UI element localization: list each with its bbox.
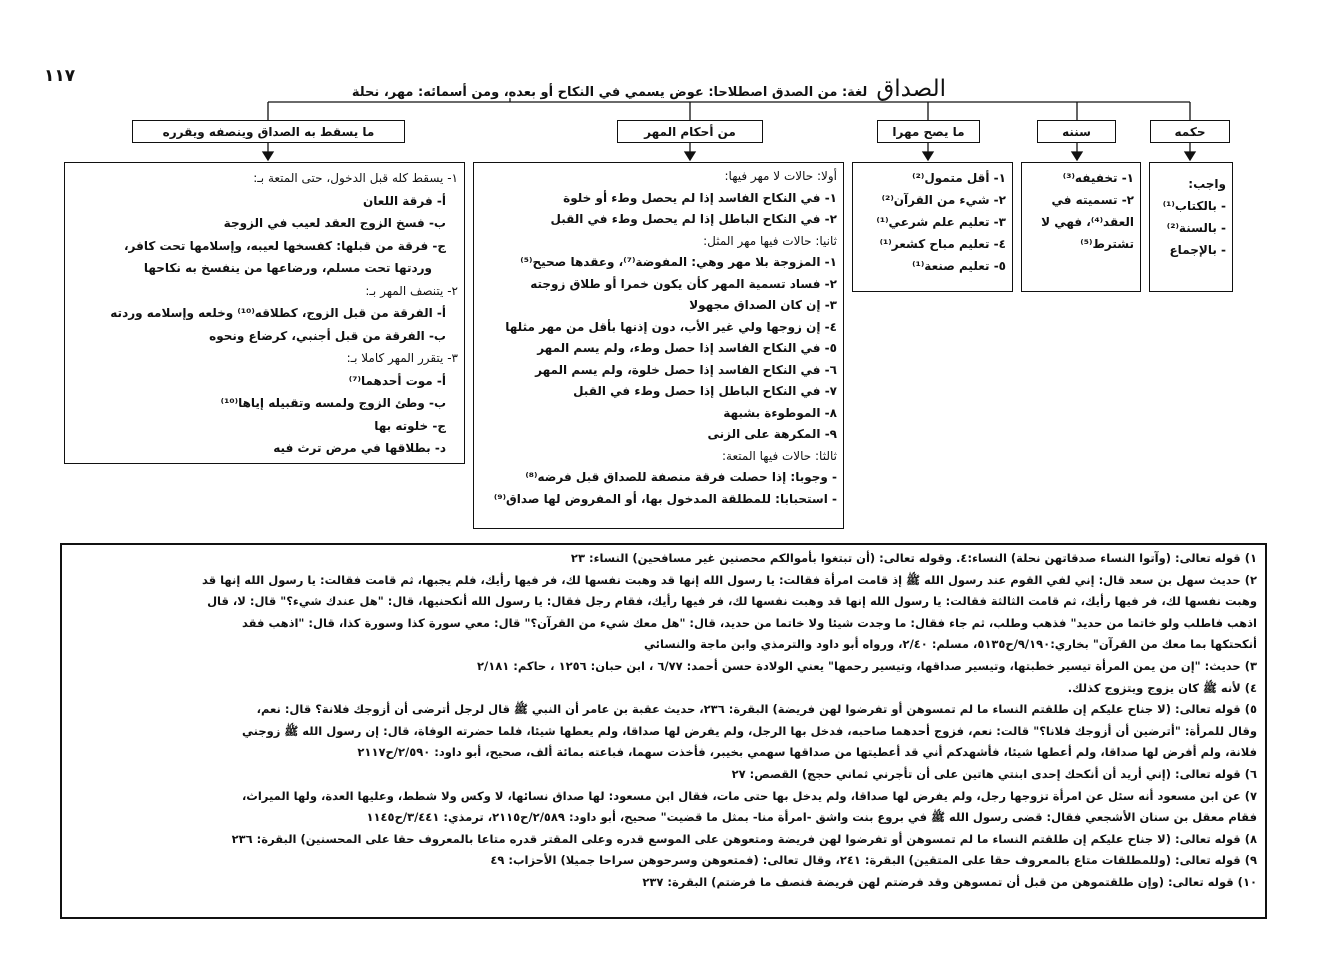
header-hukm: حكمه xyxy=(1150,120,1230,143)
yasqut-line: أ- الفرقة من قبل الزوج، كطلاقه⁽¹⁰⁾ وخلعه وإسلامه وردته xyxy=(110,306,446,320)
yasihh-line: ٢- شيء من القرآن⁽²⁾ xyxy=(881,193,1006,207)
yasihh-line: ٥- تعليم صنعة⁽¹⁾ xyxy=(912,259,1006,273)
title-definition: لغة: من الصدق اصطلاحا: عوض يسمي في النكاح أو بعده، ومن أسمائه: مهر، نحلة xyxy=(351,85,868,100)
hukm-line: - بالإجماع xyxy=(1169,243,1226,257)
ahkam-line: ١- في النكاح الفاسد إذا لم يحصل وطء أو خلوة xyxy=(563,190,837,205)
footnote-line: أنكحتكها بما معك من القرآن" بخاري:٩/١٩٠/ح٥١٣٥، مسلم: ٢/٤٠، ورواه أبو داود والترمذي وابن ماجة والنسائي xyxy=(644,637,1257,652)
yasqut-heading: ٣- يتقرر المهر كاملا بـ: xyxy=(346,351,458,365)
yasqut-line: ج- فرقة من قبلها: كفسخها لعيبه، وإسلامها تحت كافر، xyxy=(124,238,446,253)
footnote-line: ٧) عن ابن مسعود أنه سئل عن امرأة تزوجها رجل، ولم يفرض لها صداقا، ولم يدخل بها حتى مات، فقال ابن مسعود: لها صداق نسائها، لا وكس ولا شطط، وعليها العدة، ولها الميراث، xyxy=(241,788,1257,803)
ahkam-line: ٨- الموطوءة بشبهة xyxy=(723,405,837,420)
footnote-line: وهبت نفسها لك، فر فيها رأيك، ثم قامت الثالثة فقالت: يا رسول الله إنها قد وهبت نفسها لك، فر فيها رأيك، فقام رجل فقال: يا رسول الله أنكحنيها، قال: "هل عندك شيء؟" قال: لا، قال xyxy=(207,594,1257,609)
yasihh-box xyxy=(852,162,1013,292)
footnote-line: ٥) قوله تعالى: (لا جناح عليكم إن طلقتم النساء ما لم تمسوهن أو تفرضوا لهن فريضة) البقرة: ٢٣٦، حديث عقبة بن عامر أن النبي ﷺ قال لرجل أترضى أن أزوجك فلانة؟ قال: نعم، xyxy=(256,702,1257,717)
ahkam-line: ٦- في النكاح الفاسد إذا حصل خلوة، ولم يسم المهر xyxy=(535,362,837,377)
sunan-line: ٢- تسميته في xyxy=(1051,193,1134,207)
yasihh-line: ٤- تعليم مباح كشعر⁽¹⁾ xyxy=(879,237,1006,251)
header-yasqut: ما يسقط به الصداق وينصفه ويقرره xyxy=(132,120,405,143)
footnote-line: ٢) حديث سهل بن سعد قال: إني لفي القوم عند رسول الله ﷺ إذ قامت امرأة فقالت: يا رسول الله إنها قد وهبت نفسها لك، فر فيها رأيك، فلم يجبها، ثم قامت فقالت: يا رسول الله إنها قد xyxy=(201,572,1257,587)
footnote-line: ٨) قوله تعالى: (لا جناح عليكم إن طلقتم النساء ما لم تمسوهن أو تفرضوا لهن فريضة ومتعوهن على الموسع قدره وعلى المقتر قدره متاعا بالمعروف حقا على المحسنين) البقرة: ٢٣٦ xyxy=(231,831,1257,846)
sunan-box xyxy=(1021,162,1141,292)
yasqut-line: ب- وطئ الزوج ولمسه وتقبيله إياها⁽¹⁰⁾ xyxy=(220,396,446,410)
ahkam-line: - استحبابا: للمطلقة المدخول بها، أو المفروض لها صداق⁽⁹⁾ xyxy=(493,491,837,506)
ahkam-line: ١- المزوجة بلا مهر وهي: المفوضة⁽⁷⁾، وعقدها صحيح⁽⁵⁾ xyxy=(520,255,837,269)
yasqut-box xyxy=(64,162,465,464)
yasqut-line: وردتها تحت مسلم، ورضاعها من ينفسخ به نكاحها xyxy=(143,261,432,275)
ahkam-line: ٧- في النكاح الباطل إذا حصل وطء في القبل xyxy=(573,384,837,398)
header-yasihh: ما يصح مهرا xyxy=(877,120,980,143)
ahkam-line: ٩- المكرهة على الزنى xyxy=(707,427,837,441)
footnote-line: وقال للمرأة: "أترضين أن أزوجك فلانا؟" قالت: نعم، فزوج أحدهما صاحبه، فدخل بها الرجل، ولم يفرض لها صداقا، ولم يعطها شيئا، فلما حضرته الوفاة، قال: إن رسول الله ﷺ زوجني xyxy=(242,723,1257,738)
hukm-box xyxy=(1149,162,1233,292)
title-main: الصداق xyxy=(876,76,946,102)
sunan-line: تشترط⁽⁵⁾ xyxy=(1080,237,1134,251)
ahkam-heading: ثانيا: حالات فيها مهر المثل: xyxy=(703,233,837,248)
yasqut-line: أ- موت أحدهما⁽⁷⁾ xyxy=(348,373,446,388)
footnote-line: ٩) قوله تعالى: (وللمطلقات متاع بالمعروف حقا على المتقين) البقرة: ٢٤١، وقال تعالى: (فمتعوهن وسرحوهن سراحا جميلا) الأحزاب: ٤٩ xyxy=(490,853,1257,868)
yasqut-line: د- بطلاقها في مرض ترث فيه xyxy=(273,441,446,455)
yasqut-heading: ١- يسقط كله قبل الدخول، حتى المتعة بـ: xyxy=(253,171,458,185)
footnote-line: ٣) حديث: "إن من يمن المرأة تيسير خطبتها، وتيسير صداقها، وتيسير رحمها" يعني الولادة حسن أحمد: ٦/٧٧ ، ابن حبان: ١٢٥٦ ، حاكم: ٢/١٨١ xyxy=(476,658,1257,673)
footnote-line: فلانة، ولم أفرض لها صداقا، ولم أعطها شيئا، فأشهدكم أني قد أعطيتها من صداقها سهمي بخيبر، فأخذت سهما، فباعته بمائة ألف، صحيح، أبو داود: ٢/٥٩٠/ح٢١١٧ xyxy=(357,745,1257,760)
footnote-line: ٦) قوله تعالى: (إني أريد أن أنكحك إحدى ابنتي هاتين على أن تأجرني ثماني حجج) القصص: ٢٧ xyxy=(731,766,1257,781)
footnotes-box xyxy=(60,543,1267,919)
ahkam-heading: أولا: حالات لا مهر فيها: xyxy=(724,169,837,183)
hukm-line: واجب: xyxy=(1188,177,1226,191)
ahkam-line: ٢- فساد تسمية المهر كأن يكون خمرا أو طلاق زوجته xyxy=(530,276,837,291)
footnote-line: ١٠) قوله تعالى: (وإن طلقتموهن من قبل أن تمسوهن وقد فرضتم لهن فريضة فنصف ما فرضتم) البقرة: ٢٣٧ xyxy=(642,874,1257,889)
page-number: ١١٧ xyxy=(44,66,76,86)
yasqut-line: ب- فسخ الزوج العقد لعيب في الزوجة xyxy=(223,216,446,230)
ahkam-line: ٤- إن زوجها ولي غير الأب، دون إذنها بأقل من مهر مثلها xyxy=(505,319,837,334)
ahkam-heading: ثالثا: حالات فيها المتعة: xyxy=(722,448,837,463)
yasqut-line: ب- الفرقة من قبل أجنبي، كرضاع ونحوه xyxy=(209,328,446,343)
yasihh-line: ٣- تعليم علم شرعي⁽¹⁾ xyxy=(876,215,1006,229)
footnote-line: اذهب فاطلب ولو خاتما من حديد" فذهب وطلب، ثم جاء فقال: ما وجدت شيئا ولا خاتما من حديد، قال: "هل معك شيء من القرآن؟" قال: معي سورة كذا وسورة كذا، قال: "اذهب فقد xyxy=(241,615,1257,630)
yasqut-heading: ٢- يتنصف المهر بـ: xyxy=(365,283,458,298)
yasqut-line: ج- خلوته بها xyxy=(374,418,446,433)
hukm-line: - بالكتاب⁽¹⁾ xyxy=(1162,199,1226,213)
ahkam-line: ٢- في النكاح الباطل إذا لم يحصل وطء في القبل xyxy=(550,212,837,226)
footnote-line: ١) قوله تعالى: (وآتوا النساء صدقاتهن نحلة) النساء:٤. وقوله تعالى: (أن تبتغوا بأموالكم محصنين غير مسافحين) النساء: ٢٣ xyxy=(570,551,1257,565)
yasihh-line: ١- أقل متمول⁽²⁾ xyxy=(912,171,1006,185)
ahkam-box xyxy=(473,162,844,529)
footnote-line: ٤) لأنه ﷺ كان يزوج ويتزوج كذلك. xyxy=(1067,680,1257,695)
yasqut-line: أ- فرقة اللعان xyxy=(363,193,446,208)
sunan-line: ١- تخفيفه⁽³⁾ xyxy=(1062,171,1134,185)
sunan-line: العقد⁽⁴⁾، فهي لا xyxy=(1041,215,1134,229)
hukm-line: - بالسنة⁽²⁾ xyxy=(1166,221,1226,235)
header-ahkam: من أحكام المهر xyxy=(617,120,763,143)
header-sunan: سننه xyxy=(1037,120,1116,143)
ahkam-line: ٥- في النكاح الفاسد إذا حصل وطء، ولم يسم المهر xyxy=(537,341,837,355)
ahkam-line: - وجوبا: إذا حصلت فرقة منصفة للصداق قبل فرضه⁽⁸⁾ xyxy=(525,470,837,484)
ahkam-line: ٣- إن كان الصداق مجهولا xyxy=(689,298,837,312)
footnote-line: فقام معقل بن سنان الأشجعي فقال: قضى رسول الله ﷺ في بروع بنت واشق -امرأة منا- بمثل ما قضيت" صحيح، أبو داود: ٢/٥٨٩/ح٢١١٥، ترمذي: ٣/٤٤١/ح١١٤٥ xyxy=(366,810,1257,825)
